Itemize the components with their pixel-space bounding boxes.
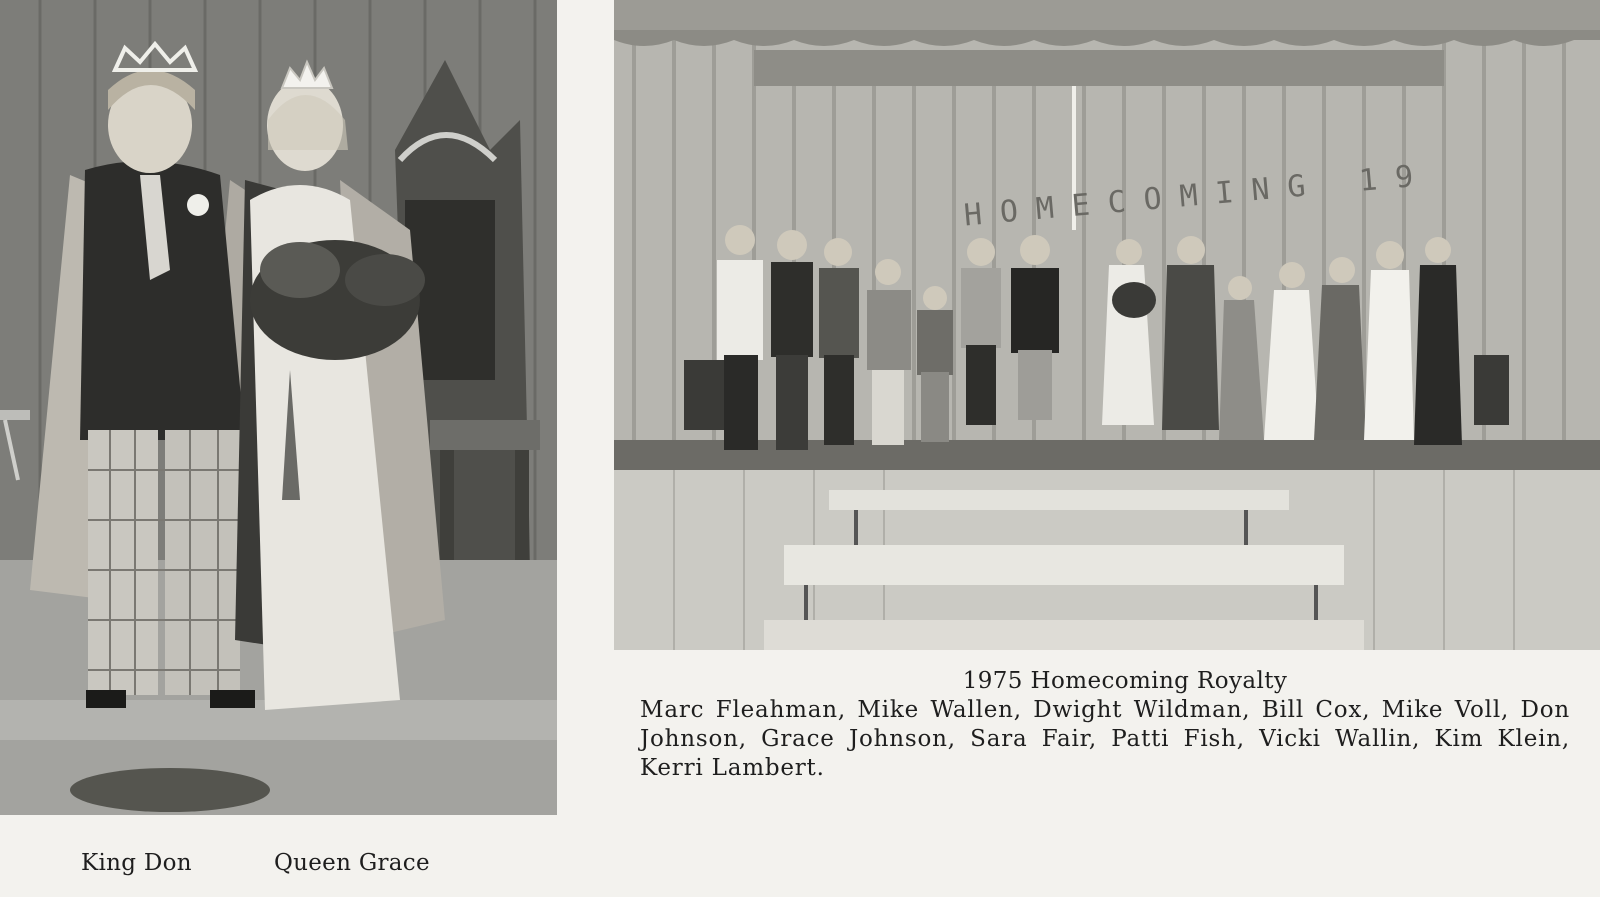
caption-king: King Don (81, 850, 192, 876)
homecoming-backdrop-letters: HOMECOMING 19 (962, 157, 1433, 234)
king-queen-photo (0, 0, 557, 815)
royalty-caption (640, 668, 1570, 783)
king-queen-photo-image (0, 0, 557, 815)
homecoming-royalty-photo-image (614, 0, 1600, 650)
royalty-caption-names: Marc Fleahman, Mike Wallen, Dwight Wildman, Bill Cox, Mike Voll, Don Johnson, Grace Johnson, Sara Fair, Patti Fish, Vicki Wallin, Kim Klein, Kerri Lambert. (640, 697, 1570, 781)
homecoming-royalty-photo (614, 0, 1600, 650)
caption-queen: Queen Grace (274, 850, 430, 876)
royalty-caption-title: 1975 Homecoming Royalty (962, 668, 1288, 694)
